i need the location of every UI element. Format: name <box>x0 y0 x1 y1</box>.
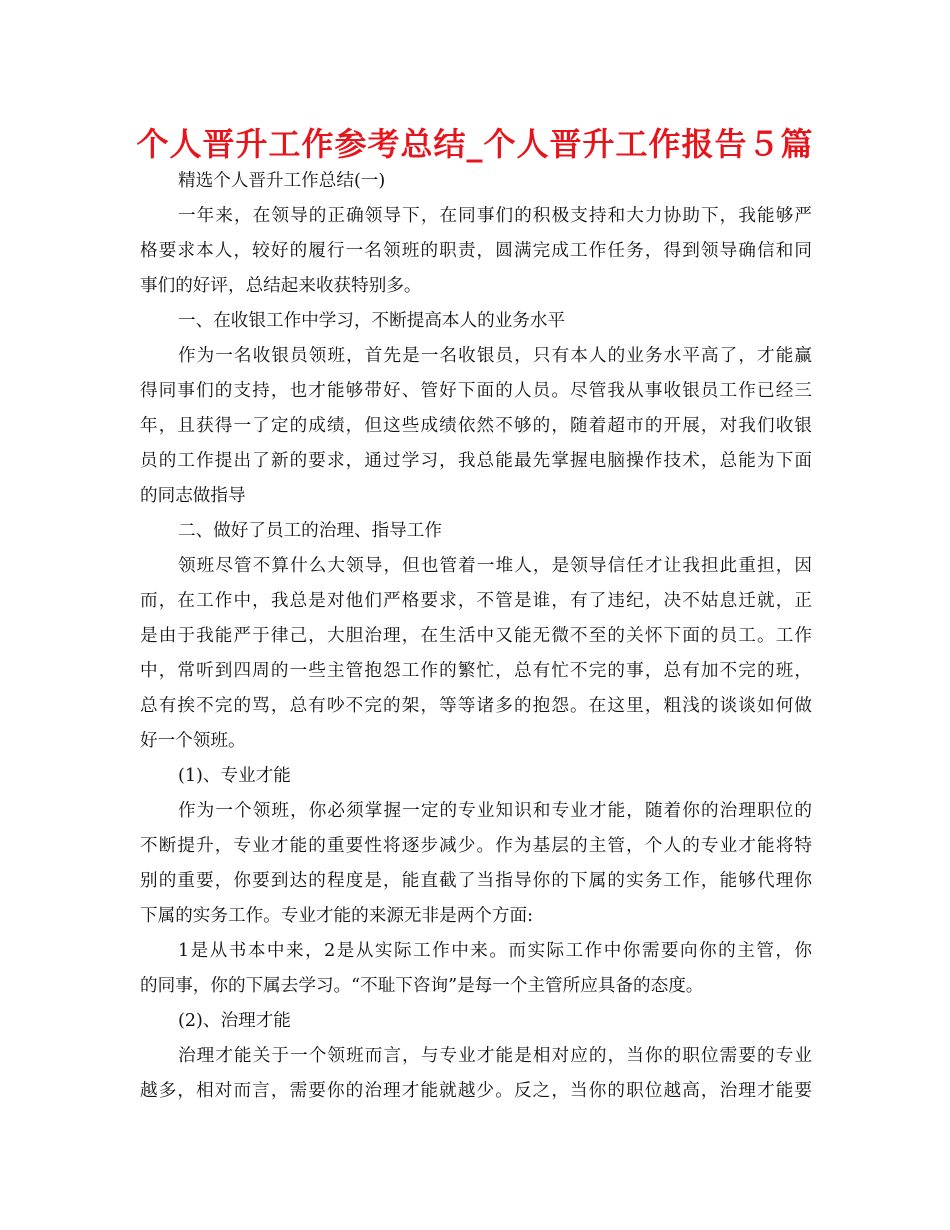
text-line: 一年来，在领导的正确领导下，在同事们的积极支持和大力协助下，我能够严 <box>178 206 812 226</box>
text-line: 好一个领班。 <box>140 731 246 751</box>
text-line: 中，常听到四周的一些主管抱怨工作的繁忙，总有忙不完的事，总有加不完的班， <box>140 661 812 681</box>
text-line: 精选个人晋升工作总结(一) <box>178 171 386 191</box>
text-line: 格要求本人，较好的履行一名领班的职责，圆满完成工作任务，得到领导确信和同 <box>140 241 812 261</box>
document-title: 个人晋升工作参考总结_个人晋升工作报告５篇 <box>136 125 814 163</box>
text-line: 得同事们的支持，也才能够带好、管好下面的人员。尽管我从事收银员工作已经三 <box>140 381 812 401</box>
text-line: 作为一名收银员领班，首先是一名收银员，只有本人的业务水平高了，才能赢 <box>178 346 812 366</box>
text-line: 事们的好评，总结起来收获特别多。 <box>140 276 422 296</box>
text-line: 员的工作提出了新的要求，通过学习，我总能最先掌握电脑操作技术，总能为下面 <box>140 451 812 471</box>
text-line: 作为一个领班，你必须掌握一定的专业知识和专业才能，随着你的治理职位的 <box>178 801 812 821</box>
text-line: 越多，相对而言，需要你的治理才能就越少。反之，当你的职位越高，治理才能要 <box>140 1081 812 1101</box>
text-line: 一、在收银工作中学习，不断提高本人的业务水平 <box>178 311 566 331</box>
document-body <box>140 164 812 1109</box>
text-line: 总有挨不完的骂，总有吵不完的架，等等诸多的抱怨。在这里，粗浅的谈谈如何做 <box>140 696 812 716</box>
text-line: 不断提升，专业才能的重要性将逐步减少。作为基层的主管，个人的专业才能将特 <box>140 836 812 856</box>
text-line: 治理才能关于一个领班而言，与专业才能是相对应的，当你的职位需要的专业 <box>178 1046 812 1066</box>
text-line: 领班尽管不算什么大领导，但也管着一堆人，是领导信任才让我担此重担，因 <box>178 556 812 576</box>
text-line: 下属的实务工作。专业才能的来源无非是两个方面: <box>140 906 533 926</box>
text-line: (1)、专业才能 <box>178 766 291 786</box>
text-line: 的同志做指导 <box>140 486 246 506</box>
text-line: 而，在工作中，我总是对他们严格要求，不管是谁，有了违纪，决不姑息迁就，正 <box>140 591 812 611</box>
text-line: 年，且获得一了定的成绩，但这些成绩依然不够的，随着超市的开展，对我们收银 <box>140 416 812 436</box>
text-line: (2)、治理才能 <box>178 1011 291 1031</box>
text-line: 是由于我能严于律己，大胆治理，在生活中又能无微不至的关怀下面的员工。工作 <box>140 626 812 646</box>
text-line: 1是从书本中来，2是从实际工作中来。而实际工作中你需要向你的主管，你 <box>178 941 812 961</box>
text-line: 别的重要，你要到达的程度是，能直截了当指导你的下属的实务工作，能够代理你 <box>140 871 812 891</box>
text-line: 二、做好了员工的治理、指导工作 <box>178 521 442 541</box>
text-line: 的同事，你的下属去学习。“不耻下咨询”是每一个主管所应具备的态度。 <box>140 976 704 996</box>
